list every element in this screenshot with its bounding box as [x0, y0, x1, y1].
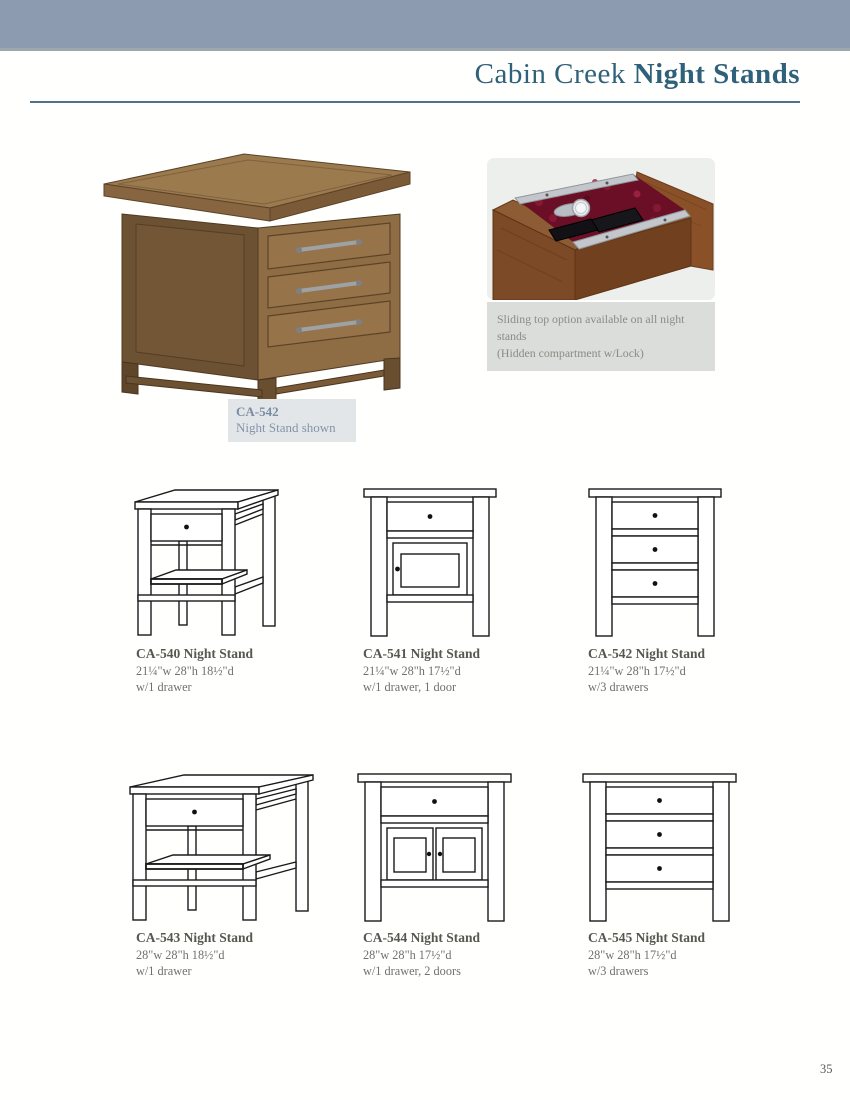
page-title	[0, 58, 800, 91]
product-model: CA-540 Night Stand	[136, 646, 254, 661]
product-label-ca-545	[588, 930, 803, 979]
product-label-ca-542	[588, 646, 803, 695]
ca-543-line-drawing	[128, 768, 315, 925]
hero-caption	[228, 399, 356, 442]
hero-caption-text: Night Stand shown	[236, 420, 336, 435]
sliding-top-caption-line1: Sliding top option available on all night stands	[497, 312, 685, 343]
ca-541-line-drawing	[363, 483, 497, 640]
product-label-ca-543	[136, 930, 351, 979]
page-number: 35	[820, 1062, 833, 1076]
ca-545-line-drawing	[582, 768, 737, 925]
product-dimensions: 21¼"w 28"h 17½"d	[588, 664, 686, 678]
title-divider	[30, 101, 800, 103]
sliding-top-photo	[487, 158, 715, 300]
header-bar	[0, 0, 850, 51]
product-model: CA-545 Night Stand	[588, 930, 706, 945]
hero-photo-nightstand	[92, 126, 422, 416]
product-label-ca-544	[363, 930, 578, 979]
product-label-ca-540	[136, 646, 351, 695]
ca-542-line-drawing	[588, 483, 722, 640]
product-model: CA-541 Night Stand	[363, 646, 481, 661]
product-dimensions: 28"w 28"h 17½"d	[588, 948, 677, 962]
product-model: CA-544 Night Stand	[363, 930, 481, 945]
product-dimensions: 28"w 28"h 18½"d	[136, 948, 225, 962]
page-title-category: Night Stands	[633, 58, 800, 90]
product-dimensions: 21¼"w 28"h 17½"d	[363, 664, 461, 678]
sliding-top-caption	[487, 302, 715, 371]
product-features: w/3 drawers	[588, 963, 649, 978]
sliding-top-caption-line2: (Hidden compartment w/Lock)	[497, 346, 644, 360]
product-dimensions: 21¼"w 28"h 18½"d	[136, 664, 234, 678]
page-title-collection: Cabin Creek	[474, 58, 634, 90]
product-model: CA-542 Night Stand	[588, 646, 706, 661]
hero-caption-model: CA-542	[236, 404, 279, 419]
product-features: w/1 drawer, 2 doors	[363, 963, 461, 978]
product-features: w/1 drawer, 1 door	[363, 679, 457, 694]
product-model: CA-543 Night Stand	[136, 930, 254, 945]
product-features: w/1 drawer	[136, 963, 192, 978]
ca-540-line-drawing	[133, 483, 280, 640]
product-dimensions: 28"w 28"h 17½"d	[363, 948, 452, 962]
ca-544-line-drawing	[357, 768, 512, 925]
product-features: w/1 drawer	[136, 679, 192, 694]
product-features: w/3 drawers	[588, 679, 649, 694]
product-label-ca-541	[363, 646, 578, 695]
